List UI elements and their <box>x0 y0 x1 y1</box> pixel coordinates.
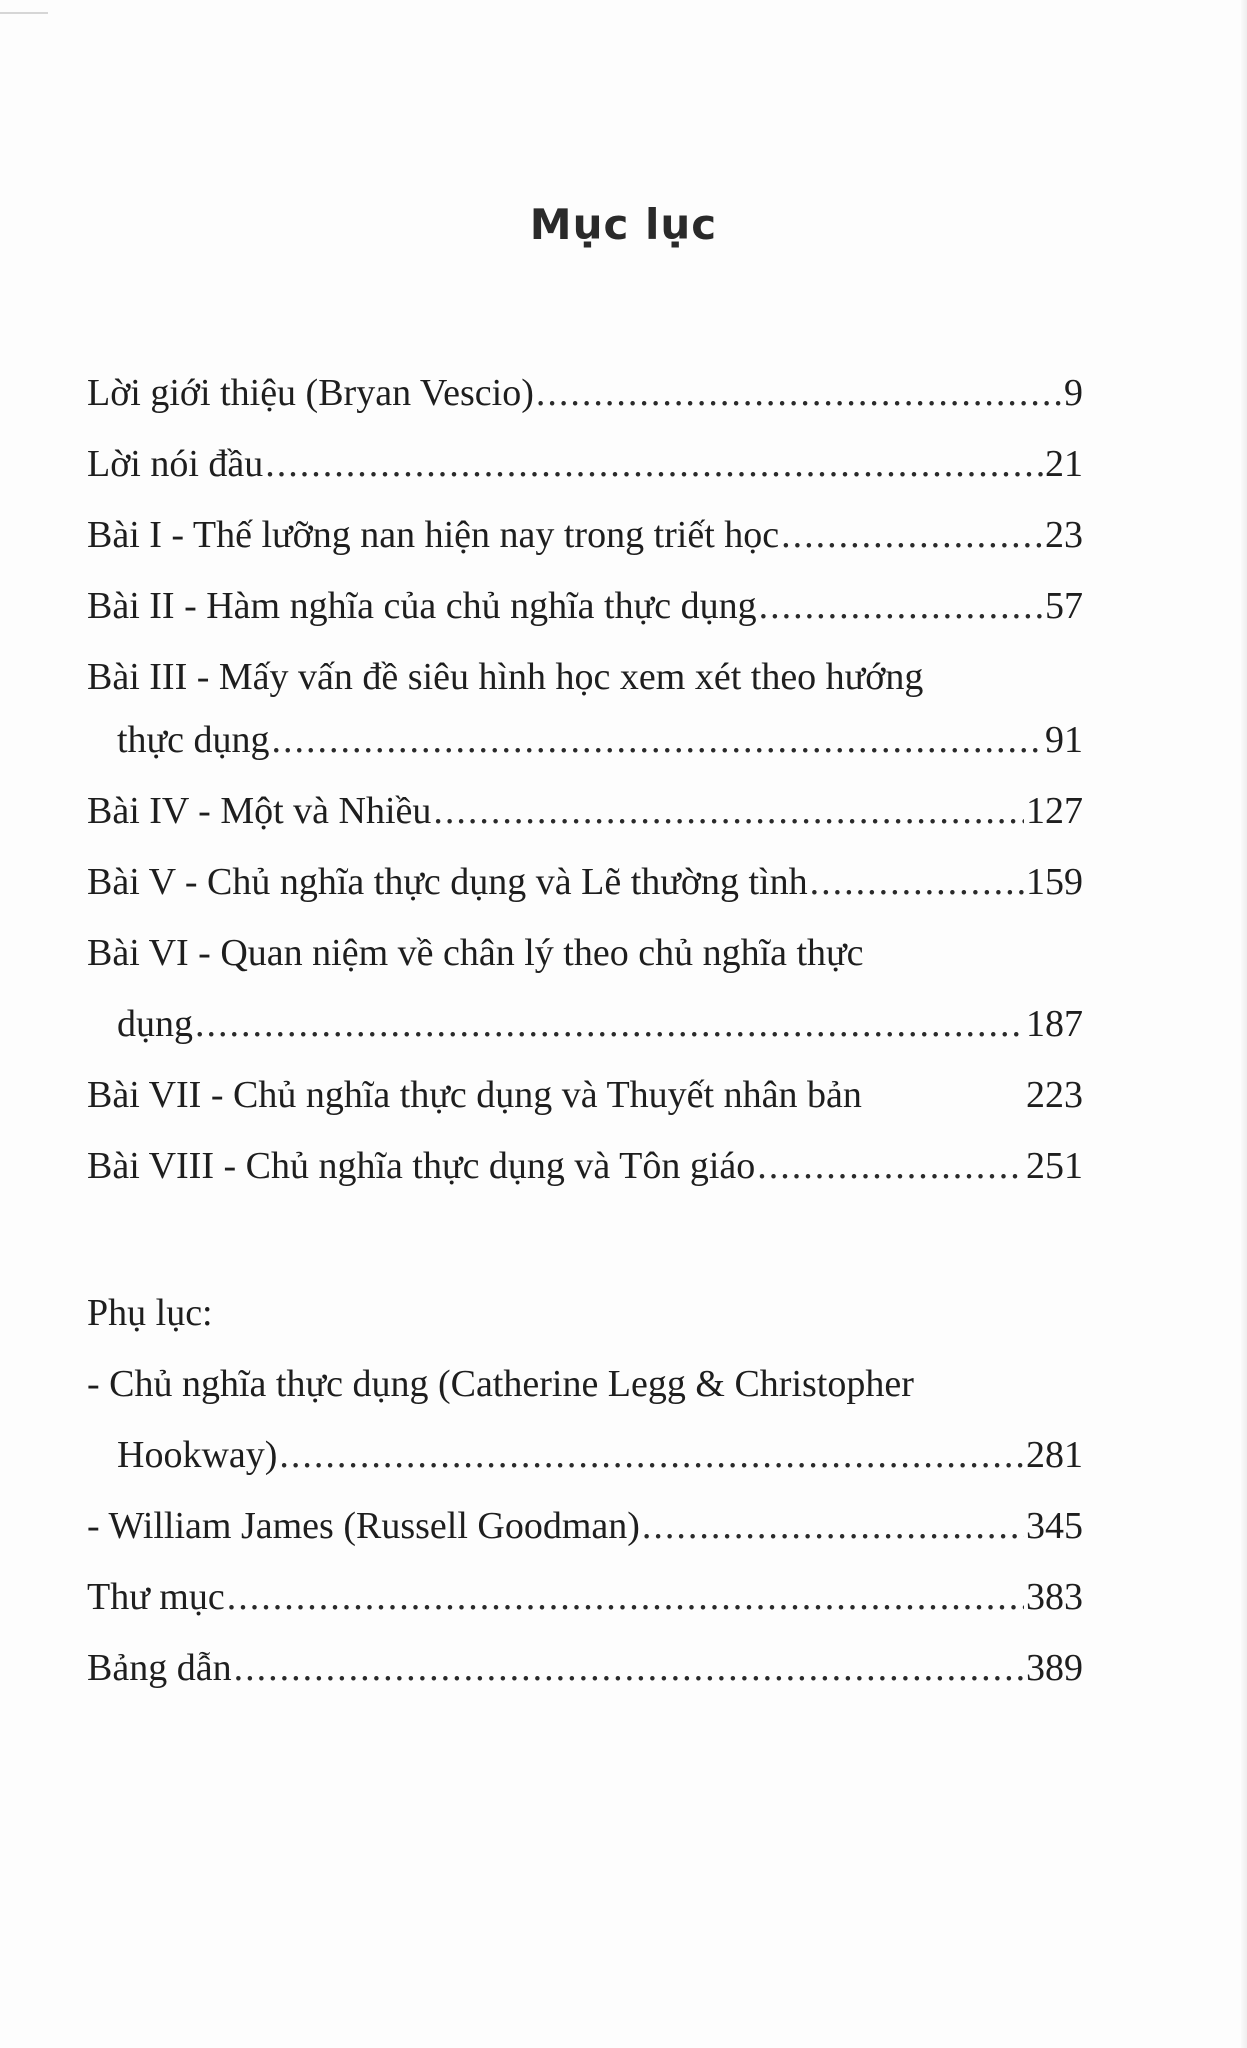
dot-leader <box>781 507 1043 563</box>
entry-page: 159 <box>1026 861 1083 903</box>
entry-page: 9 <box>1064 372 1083 414</box>
toc-entry-bang-dan[interactable] <box>87 1640 1083 1696</box>
dot-leader <box>195 996 1024 1052</box>
appendix-entry-1-line1[interactable]: - Chủ nghĩa thực dụng (Catherine Legg & Christopher <box>87 1363 914 1405</box>
toc-entry-bai-8[interactable] <box>87 1138 1083 1194</box>
dot-leader <box>227 1569 1024 1625</box>
toc-entry-bai-6-line1[interactable]: Bài VI - Quan niệm về chân lý theo chủ nghĩa thực <box>87 932 864 974</box>
appendix-entry-1-line2[interactable] <box>117 1427 1083 1483</box>
entry-page: 345 <box>1026 1505 1083 1547</box>
entry-page: 383 <box>1026 1576 1083 1618</box>
toc-entry-bai-3-line2[interactable] <box>117 712 1083 768</box>
entry-label-cont: Hookway) <box>117 1434 278 1476</box>
dot-leader <box>759 578 1043 634</box>
scan-mark <box>0 12 48 14</box>
toc-entry-bai-5[interactable] <box>87 854 1083 910</box>
entry-label: Lời nói đầu <box>87 443 264 485</box>
entry-page: 223 <box>1026 1074 1083 1116</box>
toc-entry-bai-3-line1[interactable]: Bài III - Mấy vấn đề siêu hình học xem xét theo hướng <box>87 656 924 698</box>
toc-entry-bai-1[interactable] <box>87 507 1083 563</box>
entry-label: Bài V - Chủ nghĩa thực dụng và Lẽ thường tình <box>87 861 808 903</box>
appendix-heading: Phụ lục: <box>87 1292 213 1334</box>
toc-entry-loi-gioi-thieu[interactable] <box>87 365 1083 421</box>
dot-leader <box>234 1640 1024 1696</box>
entry-label: Bài I - Thế lưỡng nan hiện nay trong triết học <box>87 514 780 556</box>
entry-page: 91 <box>1045 719 1083 761</box>
dot-leader <box>433 783 1024 839</box>
entry-label: Lời giới thiệu (Bryan Vescio) <box>87 372 534 414</box>
entry-label-cont: dụng <box>117 1003 193 1045</box>
page-edge <box>1241 0 1247 2048</box>
appendix-entry-2[interactable] <box>87 1498 1083 1554</box>
toc-entry-bai-2[interactable] <box>87 578 1083 634</box>
toc-entry-loi-noi-dau[interactable] <box>87 436 1083 492</box>
dot-leader <box>279 1427 1024 1483</box>
entry-page: 389 <box>1026 1647 1083 1689</box>
toc-entry-thu-muc[interactable] <box>87 1569 1083 1625</box>
dot-leader <box>536 365 1062 421</box>
dot-leader <box>642 1498 1024 1554</box>
entry-label-cont: thực dụng <box>117 719 270 761</box>
entry-page: 187 <box>1026 1003 1083 1045</box>
toc-entry-bai-6-line2[interactable] <box>117 996 1083 1052</box>
dot-leader <box>272 712 1043 768</box>
toc-entry-bai-4[interactable] <box>87 783 1083 839</box>
entry-label: Bài VIII - Chủ nghĩa thực dụng và Tôn giáo <box>87 1145 756 1187</box>
entry-page: 57 <box>1045 585 1083 627</box>
entry-page: 281 <box>1026 1434 1083 1476</box>
entry-label: - William James (Russell Goodman) <box>87 1505 640 1547</box>
entry-label: Bảng dẫn <box>87 1647 232 1689</box>
dot-leader <box>265 436 1043 492</box>
entry-label: Thư mục <box>87 1576 225 1618</box>
entry-page: 127 <box>1026 790 1083 832</box>
entry-page: 21 <box>1045 443 1083 485</box>
entry-label: Bài II - Hàm nghĩa của chủ nghĩa thực dụng <box>87 585 757 627</box>
entry-label: Bài IV - Một và Nhiều <box>87 790 432 832</box>
entry-page: 251 <box>1026 1145 1083 1187</box>
dot-leader <box>757 1138 1024 1194</box>
entry-page: 23 <box>1045 514 1083 556</box>
toc-title: Mục lục <box>529 200 718 249</box>
dot-leader <box>810 854 1024 910</box>
entry-label: Bài VII - Chủ nghĩa thực dụng và Thuyết nhân bản <box>87 1074 862 1116</box>
toc-entry-bai-7[interactable] <box>87 1067 1083 1123</box>
